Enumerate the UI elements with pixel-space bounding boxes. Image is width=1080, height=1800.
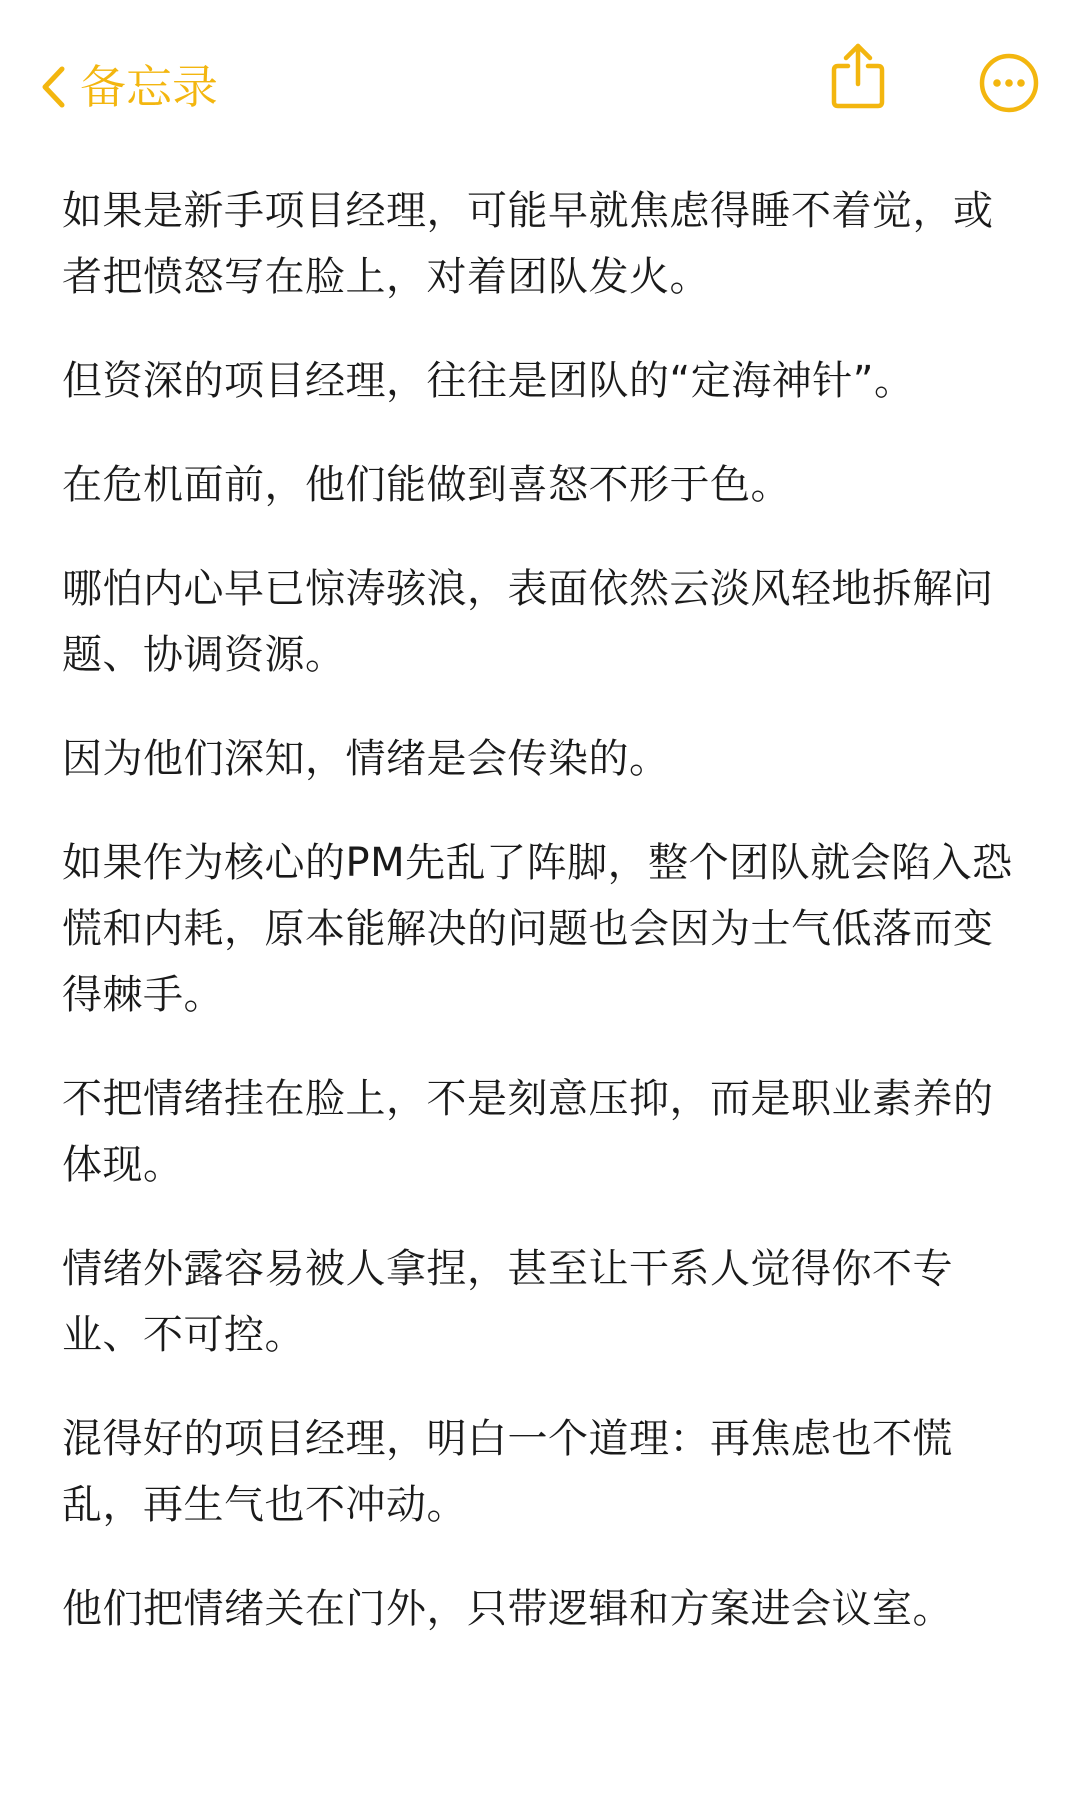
note-paragraph: 但资深的项目经理，往往是团队的“定海神针”。 — [62, 358, 915, 404]
navigation-bar — [0, 0, 1080, 170]
note-paragraph: 哪怕内心早已惊涛骇浪，表面依然云淡风轻地拆解问题、协调资源。 — [62, 566, 994, 678]
more-button[interactable] — [978, 52, 1040, 118]
note-paragraph: 情绪外露容易被人拿捏，甚至让干系人觉得你不专业、不可控。 — [62, 1246, 953, 1358]
note-paragraph: 如果是新手项目经理，可能早就焦虑得睡不着觉，或者把愤怒写在脸上，对着团队发火。 — [62, 188, 994, 300]
more-icon — [978, 99, 1040, 118]
note-paragraph: 因为他们深知，情绪是会传染的。 — [62, 736, 670, 782]
note-body[interactable] — [62, 178, 1030, 1680]
share-icon — [828, 97, 888, 116]
note-paragraph: 在危机面前，他们能做到喜怒不形于色。 — [62, 462, 791, 508]
note-paragraph: 如果作为核心的PM先乱了阵脚，整个团队就会陷入恐慌和内耗，原本能解决的问题也会因为士气低落而变得棘手。 — [62, 840, 1013, 1018]
back-label: 备忘录 — [80, 60, 218, 114]
share-button[interactable] — [828, 40, 888, 116]
note-paragraph: 混得好的项目经理，明白一个道理：再焦虑也不慌乱，再生气也不冲动。 — [62, 1416, 953, 1528]
note-paragraph: 不把情绪挂在脸上，不是刻意压抑，而是职业素养的体现。 — [62, 1076, 994, 1188]
note-paragraph: 他们把情绪关在门外，只带逻辑和方案进会议室。 — [62, 1586, 953, 1632]
back-button[interactable] — [40, 52, 218, 122]
chevron-left-icon — [40, 65, 66, 109]
